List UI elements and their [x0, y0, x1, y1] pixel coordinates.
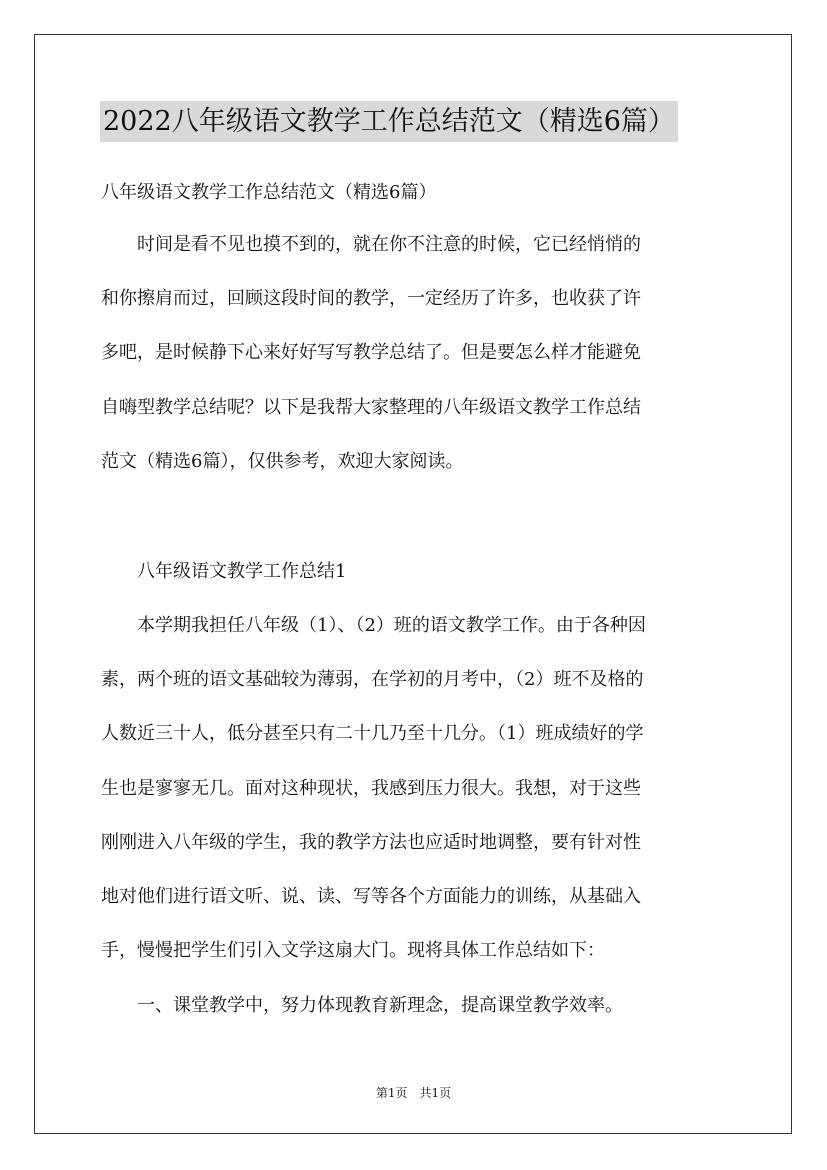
body-line: 素，两个班的语文基础较为薄弱，在学初的月考中，（2）班不及格的: [101, 669, 644, 690]
body-line: 手，慢慢把学生们引入文学这扇大门。现将具体工作总结如下：: [101, 940, 605, 961]
section-heading: 八年级语文教学工作总结1: [101, 561, 347, 582]
point-heading: 一、课堂教学中，努力体现教育新理念，提高课堂教学效率。: [101, 995, 623, 1016]
document-subtitle: 八年级语文教学工作总结范文（精选6篇）: [101, 182, 437, 203]
intro-line: 范文（精选6篇），仅供参考，欢迎大家阅读。: [101, 451, 464, 472]
intro-line: 时间是看不见也摸不到的，就在你不注意的时候，它已经悄悄的: [101, 234, 641, 255]
intro-line: 和你擦肩而过，回顾这段时间的教学，一定经历了许多，也收获了许: [101, 288, 641, 309]
body-line: 生也是寥寥无几。面对这种现状，我感到压力很大。我想，对于这些: [101, 778, 641, 799]
intro-line: 自嗨型教学总结呢？以下是我帮大家整理的八年级语文教学工作总结: [101, 397, 641, 418]
intro-line: 多吧，是时候静下心来好好写写教学总结了。但是要怎么样才能避免: [101, 342, 641, 363]
document-title: 2022八年级语文教学工作总结范文（精选6篇）: [100, 101, 678, 142]
body-line: 本学期我担任八年级（1）、（2）班的语文教学工作。由于各种因: [101, 615, 646, 636]
body-line: 地对他们进行语文听、说、读、写等各个方面能力的训练，从基础入: [101, 886, 641, 907]
page-number-footer: 第1页 共1页: [375, 1086, 452, 1100]
body-line: 人数近三十人，低分甚至只有二十几乃至十几分。（1）班成绩好的学: [101, 723, 644, 744]
body-line: 刚刚进入八年级的学生，我的教学方法也应适时地调整，要有针对性: [101, 832, 641, 853]
